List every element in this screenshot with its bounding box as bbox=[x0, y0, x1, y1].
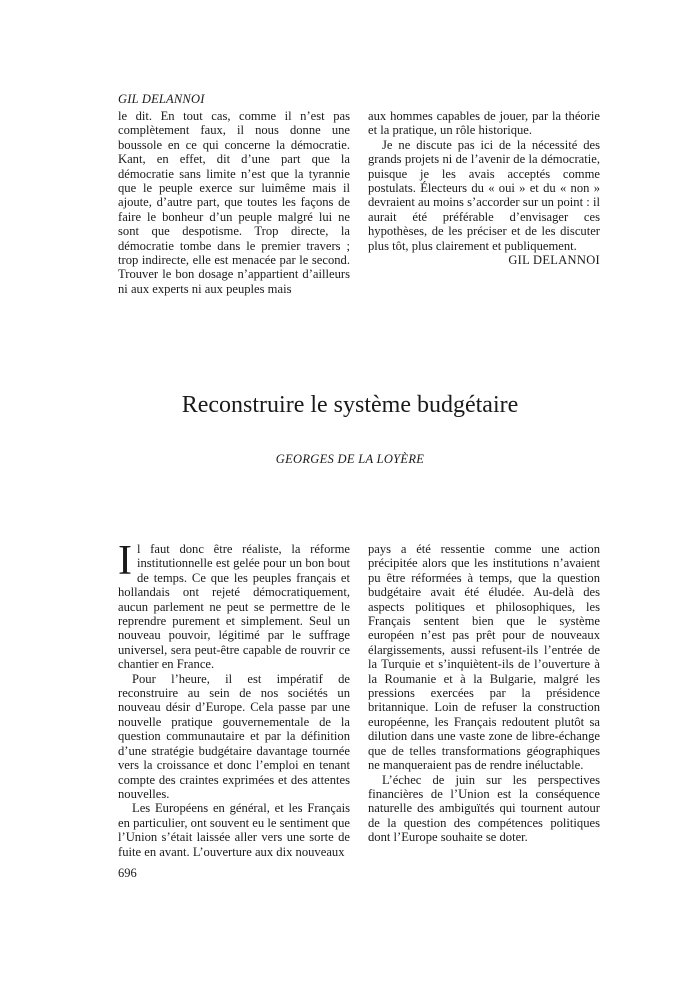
first-paragraph-text: l faut donc être réaliste, la réforme institutionnelle est gelée pour un bon bout de temps. Ce que les peuples français et hollandais ont rejeté démocratiquement, aucun parlement ne peut se permettre de le reprendre purement et simplement. Seul un nouveau pouvoir, légitimé par le suffrage universel, sera peut-être capable de rouvrir ce chantier en France. bbox=[118, 542, 350, 672]
article-left-column bbox=[118, 538, 350, 859]
paragraph: le dit. En tout cas, comme il n’est pas complètement faux, il nous donne une boussole en ce qui concerne la démocratie. Kant, en effet, dit d’une part que la démocratie sans limite n’est que la tyrannie que le peuple exerce sur luimême mais il ajoute, d’autre part, que toutes les façons de faire le bonheur d’un peuple malgré lui ne sont que despotisme. Trop directe, la démocratie tombe dans le premier travers ; trop indirecte, elle est menacée par le second. Trouver le bon dosage n’appartient d’ailleurs ni aux experts ni aux peuples mais bbox=[118, 109, 350, 296]
paragraph: Je ne discute pas ici de la nécessité des grands projets ni de l’avenir de la démocratie, puisque je les avais acceptés comme postulats. Électeurs du « oui » et du « non » devraient au moins s’accorder sur un point : il aurait été préférable d’envisager ces hypothèses, de les préciser et de les discuter plus tôt, plus clairement et publiquement. bbox=[368, 137, 600, 253]
paragraph: aux hommes capables de jouer, par la théorie et la pratique, un rôle historique. bbox=[368, 109, 600, 138]
author-signature: GIL DELANNOI bbox=[508, 253, 600, 268]
drop-cap: I bbox=[118, 538, 132, 584]
previous-article-left-column bbox=[118, 109, 350, 296]
paragraph: L’échec de juin sur les perspectives financières de l’Union est la conséquence naturelle des ambiguïtés qui tournent autour de la question des compétences politiques dont l’Europe souhaite se doter. bbox=[368, 772, 600, 845]
page-number: 696 bbox=[118, 866, 137, 880]
previous-article-right-column bbox=[368, 109, 600, 267]
article-title: Reconstruire le système budgétaire bbox=[181, 392, 519, 418]
article-author: GEORGES DE LA LOYÈRE bbox=[275, 452, 425, 466]
paragraph: pays a été ressentie comme une action précipitée alors que les institutions n’avaient pu être réformées à temps, que la question budgétaire avait été éludée. Au-delà des aspects politiques et philosophiques, les Français sentent bien que le système européen n’est pas prêt pour de nouveaux élargissements, aussi refusent-ils l’entrée de la Turquie et s’inquiètent-ils de l’ouverture à la Roumanie et à la Bulgarie, malgré les pressions exercées par la présidence britannique. Loin de refuser la construction européenne, les Français redoutent plutôt sa dilution dans une vaste zone de libre-échange que de telles transformations géographiques ne manqueraient pas de rendre inéluctable. bbox=[368, 542, 600, 773]
article-right-column bbox=[368, 542, 600, 845]
running-head: GIL DELANNOI bbox=[118, 92, 205, 106]
first-paragraph bbox=[118, 538, 350, 672]
paragraph: Pour l’heure, il est impératif de reconstruire au sein de nos sociétés un nouveau désir d’Europe. Cela passe par une nouvelle pratique gouvernementale de la question communautaire et par la définition d’une stratégie budgétaire davantage tournée vers la croissance et donc l’emploi en tenant compte des craintes exprimées et des attentes nouvelles. bbox=[118, 671, 350, 801]
paragraph: Les Européens en général, et les Français en particulier, ont souvent eu le sentiment que l’Union s’était laissée aller vers une sorte de fuite en avant. L’ouverture aux dix nouveaux bbox=[118, 801, 350, 859]
